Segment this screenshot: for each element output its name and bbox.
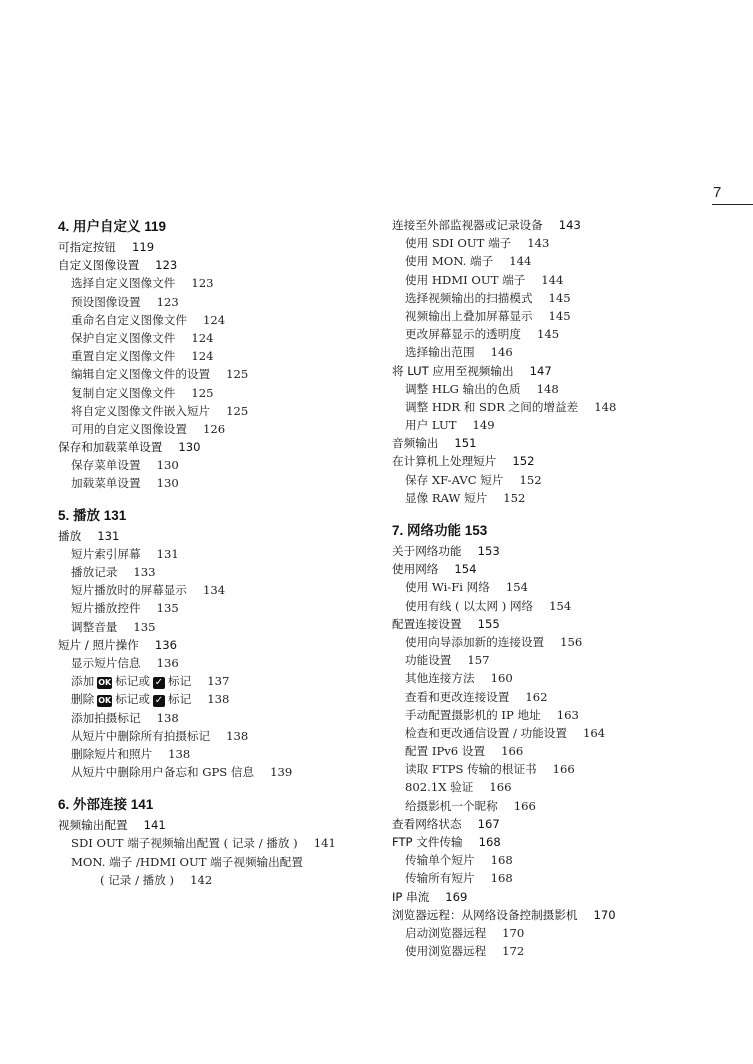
toc-subentry[interactable] [392,724,732,742]
toc-subentry[interactable] [392,307,732,325]
toc-entry-text: 自定义图像设置 [58,258,140,273]
toc-section-entry[interactable] [392,615,732,633]
toc-section-entry[interactable] [58,438,378,456]
toc-subentry[interactable] [58,384,378,402]
toc-page-number: 163 [556,707,579,722]
toc-entry-text: 标记或 [115,692,150,707]
toc-entry-text: 给摄影机一个昵称 [405,798,498,813]
toc-subentry[interactable] [58,402,378,420]
toc-page-number: 138 [207,692,230,707]
toc-entry-text: 检查和更改通信设置 / 功能设置 [405,725,567,740]
toc-section-entry[interactable] [392,560,732,578]
toc-chapter-heading[interactable] [392,520,732,542]
toc-entry-text: 使用向导添加新的连接设置 [405,634,545,649]
toc-page-number: 157 [467,653,490,668]
toc-entry-text: 短片索引屏幕 [71,546,141,561]
toc-page-number: 166 [501,744,524,759]
toc-subentry[interactable] [392,271,732,289]
toc-page-number: 154 [549,598,572,613]
toc-page-number: 125 [226,403,249,418]
toc-entry-text: 5. 播放 [58,507,101,523]
toc-section-entry[interactable] [58,527,378,545]
toc-subentry[interactable] [392,325,732,343]
toc-entry-text: 传输单个短片 [405,853,475,868]
toc-entry-text: 可指定按钮 [58,240,116,254]
toc-subentry[interactable] [58,581,378,599]
toc-section-entry[interactable] [392,452,732,470]
toc-subentry[interactable] [58,853,378,871]
toc-chapter-heading[interactable] [58,216,378,238]
toc-entry-text: 功能设置 [405,653,452,668]
toc-page-number: 160 [490,671,513,686]
toc-page-number: 151 [454,436,477,451]
toc-entry-text: 用户 LUT [405,418,457,433]
toc-subentry[interactable] [392,942,732,960]
toc-subentry[interactable] [392,398,732,416]
toc-page-number: 139 [270,765,293,780]
toc-page-number: 125 [226,367,249,382]
toc-page-number: 143 [527,236,550,251]
toc-subentry[interactable] [392,234,732,252]
toc-subentry[interactable] [58,563,378,581]
toc-entry-text: 调整音量 [71,619,118,634]
toc-page-number: 136 [154,637,177,652]
toc-page-number: 162 [525,689,548,704]
toc-page-number: 170 [593,907,616,922]
toc-page-number: 141 [130,797,154,813]
toc-page-number: 143 [558,218,581,232]
toc-page-number: 145 [548,308,571,323]
toc-page-number: 123 [155,258,178,273]
toc-page-number: 168 [490,853,513,868]
toc-entry-text: 手动配置摄影机的 IP 地址 [405,707,541,722]
toc-entry-text: 播放 [58,528,82,543]
toc-page-number: 170 [502,925,525,940]
toc-subentry[interactable] [58,727,378,745]
toc-entry-text: 4. 用户自定义 [58,219,141,234]
toc-page-number: 134 [202,583,226,598]
toc-entry-text: 传输所有短片 [405,871,475,886]
toc-entry-text: 使用有线 ( 以太网 ) 网络 [405,598,534,613]
toc-subentry[interactable] [58,654,378,672]
toc-subentry[interactable] [392,851,732,869]
toc-page-number: 152 [512,454,535,469]
toc-page-number: 167 [477,816,500,831]
toc-subentry[interactable] [58,763,378,781]
toc-subentry[interactable] [58,293,378,311]
toc-subentry[interactable] [392,797,732,815]
toc-entry-text: 读取 FTPS 传输的根证书 [405,762,537,777]
toc-page-number: 144 [509,254,532,269]
toc-entry-text: 音频输出 [392,436,439,451]
toc-entry-text: 使用 HDMI OUT 端子 [405,272,526,287]
toc-subentry[interactable] [392,252,732,270]
toc-subentry[interactable] [392,651,732,669]
toc-entry-text: 6. 外部连接 [58,797,128,813]
toc-entry-text: 在计算机上处理短片 [392,454,497,469]
toc-entry-text: 短片 / 照片操作 [58,637,139,652]
toc-subentry[interactable] [58,599,378,617]
toc-entry-text: 启动浏览器远程 [405,925,487,940]
toc-page-number: 124 [191,349,214,364]
toc-section-entry[interactable] [392,833,732,851]
toc-page-number: 130 [156,458,179,473]
toc-page-number: 136 [156,655,179,670]
toc-page-number: 124 [191,330,214,345]
toc-entry-text: 将自定义图像文件嵌入短片 [71,403,211,418]
toc-page-number: 145 [536,327,560,342]
toc-entry-text: 查看和更改连接设置 [405,689,510,704]
toc-page-number: 148 [594,399,617,414]
toc-page-number: 130 [178,440,201,455]
toc-entry-text: 从短片中删除所有拍摄标记 [71,728,211,743]
toc-page-number: 131 [103,507,127,523]
toc-subentry[interactable] [392,778,732,796]
toc-entry-text: 视频输出上叠加屏幕显示 [405,308,533,323]
toc-entry-text: 配置连接设置 [392,616,462,631]
toc-entry-text: FTP 文件传输 [392,835,463,849]
toc-page-number: 155 [477,616,500,631]
toc-entry-text: 可用的自定义图像设置 [71,421,187,436]
toc-subentry[interactable] [392,289,732,307]
toc-entry-text: 配置 IPv6 设置 [405,744,486,759]
toc-entry-text: 标记或 [115,674,150,689]
toc-subentry[interactable] [58,672,378,690]
toc-page-number: 131 [97,528,120,543]
toc-subentry[interactable] [392,706,732,724]
toc-subentry[interactable] [58,745,378,763]
toc-entry-text: 调整 HLG 输出的色质 [405,381,521,396]
section-gap [58,781,378,794]
toc-entry-text: 显像 RAW 短片 [405,490,488,505]
toc-entry-text: 选择自定义图像文件 [71,276,176,291]
toc-page-number: 133 [133,565,156,579]
toc-page-number: 119 [144,219,167,234]
toc-section-entry[interactable] [392,542,732,560]
toc-page-number: 145 [548,290,571,305]
toc-section-entry[interactable] [58,256,378,274]
page-number: 7 [713,184,722,201]
toc-subentry[interactable] [58,420,378,438]
toc-page-number: 152 [503,490,526,505]
toc-subentry[interactable] [392,489,732,507]
toc-page-number: 137 [207,674,230,689]
toc-page-number: 142 [190,872,213,887]
toc-entry-text: 短片播放控件 [71,601,141,616]
toc-page-number: 152 [519,472,542,487]
toc-page-number: 154 [505,580,528,595]
toc-subentry[interactable] [58,456,378,474]
toc-page-number: 124 [202,312,226,327]
toc-subentry[interactable] [392,760,732,778]
toc-page-number: 123 [191,276,214,291]
toc-page-number: 153 [477,544,500,558]
toc-entry-text: 播放记录 [71,565,118,579]
toc-entry-text: 其他连接方法 [405,671,475,686]
toc-page-number: 119 [131,240,155,254]
toc-entry-text: 使用 SDI OUT 端子 [405,236,512,251]
toc-entry-text: 保存 XF-AVC 短片 [405,472,504,487]
toc-entry-text: 将 LUT 应用至视频输出 [392,363,514,378]
toc-entry-text: 从短片中删除用户备忘和 GPS 信息 [71,765,255,780]
toc-entry-text: SDI OUT 端子视频输出配置 ( 记录 / 播放 ) [71,836,298,851]
toc-subentry[interactable] [392,688,732,706]
toc-subentry[interactable] [58,545,378,563]
toc-subentry[interactable] [58,709,378,727]
toc-page-number: 166 [552,762,575,777]
toc-entry-text: 802.1X 验证 [405,780,474,795]
toc-section-entry[interactable] [392,434,732,452]
toc-subentry[interactable] [392,416,732,434]
toc-entry-text: 保护自定义图像文件 [71,330,176,345]
toc-subentry[interactable] [58,690,378,708]
toc-page-number: 156 [560,634,583,649]
toc-entry-text: 标记 [168,692,192,707]
toc-entry-text: 视频输出配置 [58,818,128,833]
toc-entry-text: 复制自定义图像文件 [71,385,176,400]
toc-page-number: 141 [143,818,166,833]
page-number-rule [712,204,753,205]
toc-subentry[interactable] [58,329,378,347]
ok-mark-icon: OK [98,678,112,688]
toc-page-number: 144 [541,272,564,287]
toc-subentry[interactable] [58,618,378,636]
toc-page-number: 138 [156,710,179,725]
toc-page-number: 169 [445,889,468,904]
toc-subentry[interactable] [392,669,732,687]
toc-entry-text: 显示短片信息 [71,655,141,670]
toc-page-number: 135 [156,601,179,616]
toc-entry-text: 使用 Wi-Fi 网络 [405,580,490,595]
toc-entry-text: 预设图像设置 [71,294,141,309]
toc-page-number: 141 [313,836,336,851]
section-gap [392,507,732,520]
toc-page-number: 153 [464,523,488,538]
toc-left-column [58,216,378,889]
toc-entry-text: 更改屏幕显示的透明度 [405,327,521,342]
toc-entry-text: 添加 [71,674,95,689]
toc-page-number: 125 [191,385,214,400]
toc-page-number: 148 [536,381,559,396]
toc-page-number: 164 [583,725,606,740]
toc-entry-text: 重置自定义图像文件 [71,349,176,364]
toc-page-number: 126 [202,421,226,436]
ok-mark-icon: OK [98,696,112,706]
toc-section-entry[interactable] [392,362,732,380]
toc-chapter-heading[interactable] [58,794,378,816]
toc-entry-text: 选择输出范围 [405,345,475,360]
toc-section-entry[interactable] [392,216,732,234]
toc-subentry[interactable] [392,380,732,398]
toc-entry-text: MON. 端子 /HDMI OUT 端子视频输出配置 [71,854,303,869]
check-mark-icon: ✓ [154,677,164,689]
toc-section-entry[interactable] [58,238,378,256]
toc-page-number: 138 [226,728,249,743]
section-gap [58,493,378,505]
page-number-block [712,182,753,205]
toc-entry-text: 重命名自定义图像文件 [71,312,187,327]
toc-section-entry[interactable] [392,906,732,924]
toc-entry-text: 选择视频输出的扫描模式 [405,290,533,305]
check-mark-icon: ✓ [154,695,164,707]
toc-subentry[interactable] [58,834,378,852]
toc-subentry[interactable] [58,311,378,329]
toc-subentry[interactable] [392,578,732,596]
toc-entry-text: 删除 [71,692,95,707]
toc-page-number: 166 [489,780,512,795]
toc-subentry[interactable] [392,633,732,651]
toc-page-number: 168 [478,835,501,849]
toc-entry-text: 标记 [168,674,192,689]
toc-subentry[interactable] [392,869,732,887]
toc-section-entry[interactable] [58,816,378,834]
toc-subentry[interactable] [392,471,732,489]
toc-subentry[interactable] [392,597,732,615]
toc-subentry[interactable] [392,343,732,361]
toc-page-number: 154 [454,562,477,577]
toc-page-number: 135 [133,619,156,634]
toc-entry-text: 保存和加载菜单设置 [58,440,163,455]
toc-entry-text: 使用浏览器远程 [405,944,487,959]
toc-page-number: 147 [529,363,552,378]
toc-subentry-continuation[interactable] [58,871,378,889]
toc-subentry[interactable] [58,474,378,492]
toc-entry-text: 浏览器远程：从网络设备控制摄影机 [392,907,578,922]
toc-entry-text: 调整 HDR 和 SDR 之间的增益差 [405,399,579,414]
toc-entry-text: 使用网络 [392,562,439,577]
toc-subentry[interactable] [58,347,378,365]
toc-page-number: 172 [502,944,525,959]
toc-entry-text: IP 串流 [392,889,430,904]
toc-section-entry[interactable] [392,815,732,833]
toc-entry-text: 加载菜单设置 [71,476,141,491]
toc-page-number: 149 [472,418,495,433]
toc-section-entry[interactable] [392,888,732,906]
toc-subentry[interactable] [58,365,378,383]
toc-page-number: 130 [156,476,179,491]
toc-entry-text: 使用 MON. 端子 [405,254,494,269]
toc-entry-text: 连接至外部监视器或记录设备 [392,218,543,232]
toc-chapter-heading[interactable] [58,505,378,527]
toc-section-entry[interactable] [58,636,378,654]
toc-page-number: 168 [490,871,513,886]
toc-entry-text: 删除短片和照片 [71,746,153,761]
toc-subentry[interactable] [392,742,732,760]
toc-page-number: 123 [156,294,179,309]
toc-page-number: 166 [513,798,536,813]
toc-entry-text: 关于网络功能 [392,544,462,558]
toc-entry-text: 短片播放时的屏幕显示 [71,583,187,598]
toc-entry-text: 编辑自定义图像文件的设置 [71,367,211,382]
toc-entry-text: 添加拍摄标记 [71,710,141,725]
toc-page-number: 138 [168,746,191,761]
toc-subentry[interactable] [58,274,378,292]
toc-entry-text: 查看网络状态 [392,816,462,831]
toc-page-number: 146 [490,345,513,360]
toc-entry-text: ( 记录 / 播放 ) [100,872,175,887]
toc-entry-text: 保存菜单设置 [71,458,141,473]
toc-page-number: 131 [156,546,179,561]
toc-entry-text: 7. 网络功能 [392,523,462,538]
toc-right-column [392,216,732,960]
toc-subentry[interactable] [392,924,732,942]
